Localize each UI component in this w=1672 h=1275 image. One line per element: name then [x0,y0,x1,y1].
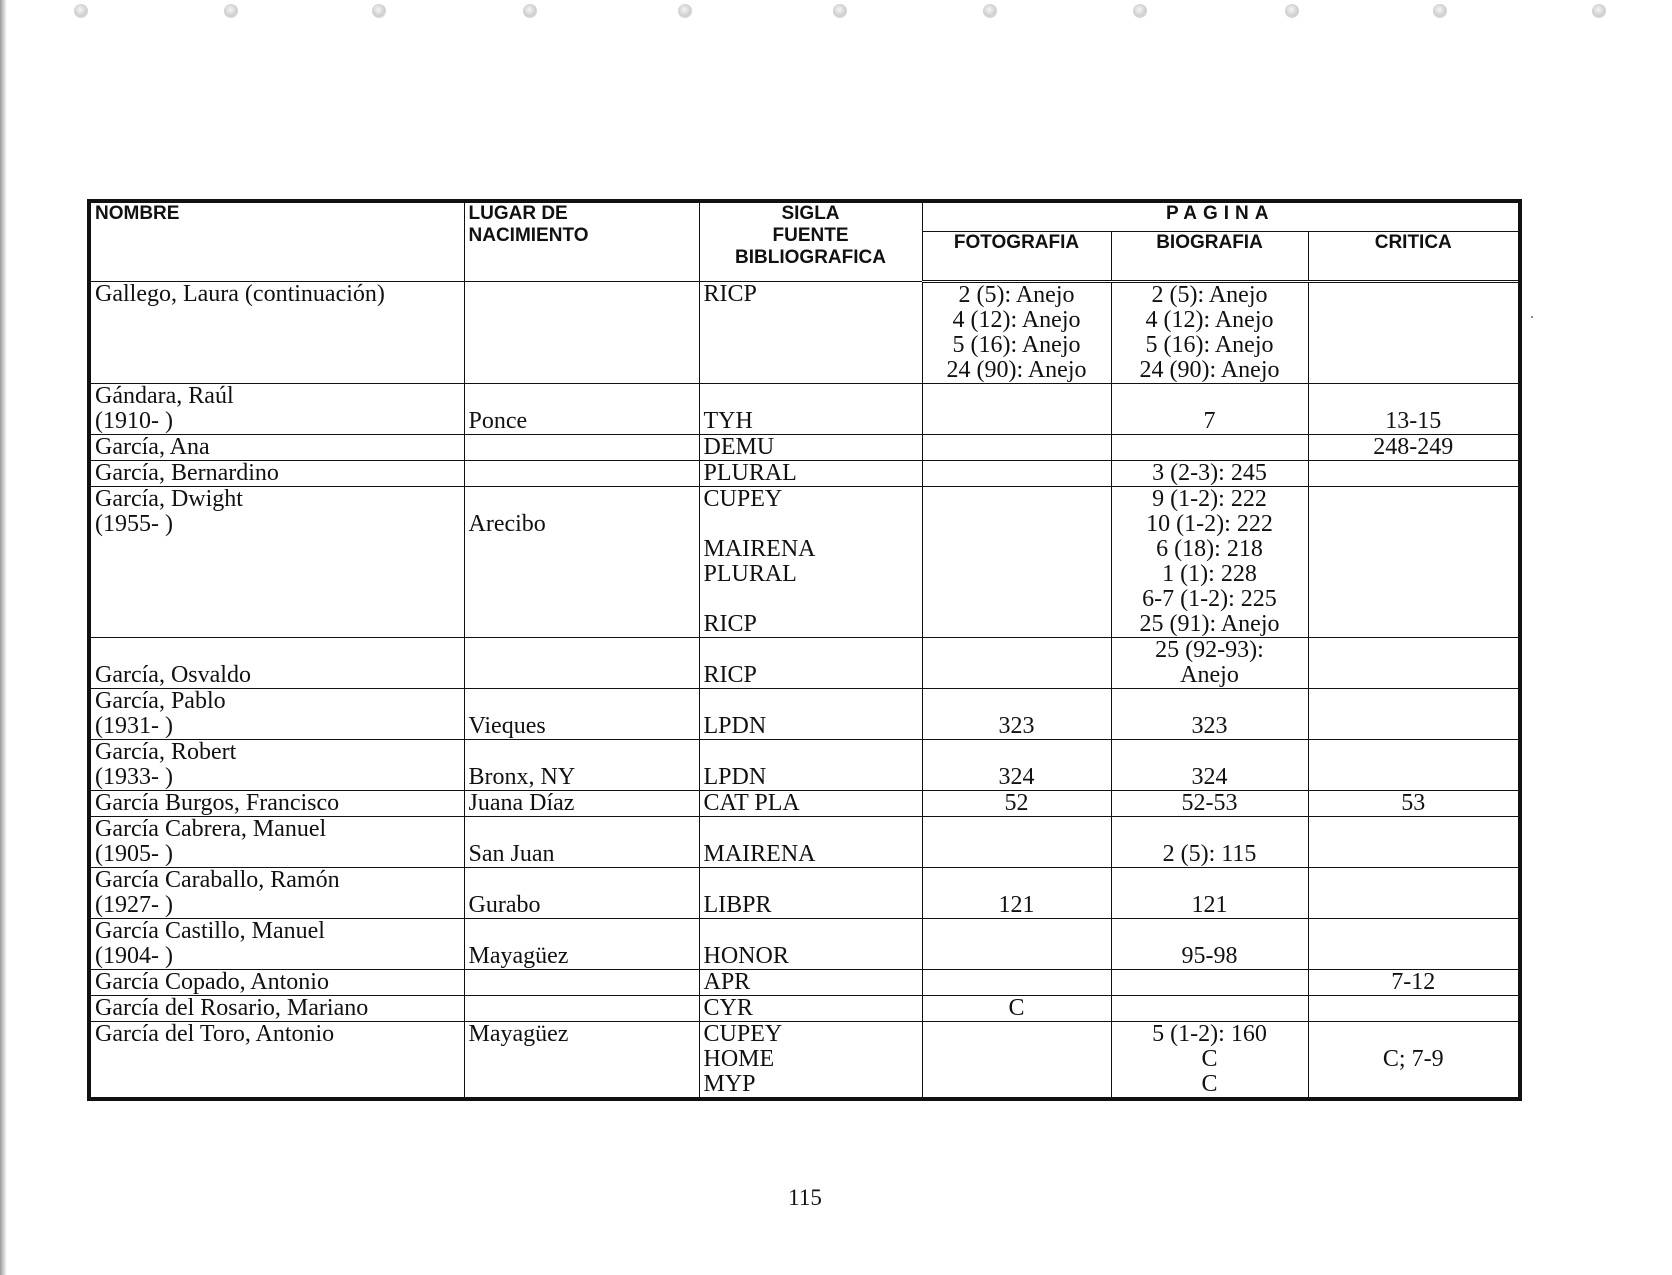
cell-sigla [699,791,922,817]
sigla-line [704,868,918,893]
cell-critica [1308,970,1520,996]
lugar-line: Mayagüez [468,943,569,969]
lugar-line: Vieques [468,713,546,739]
cell-nombre [89,282,464,384]
fotografia-line [927,868,1107,893]
sigla-line: LPDN [703,764,767,790]
cell-sigla [699,817,922,868]
fotografia-line [927,487,1107,512]
table-row [89,282,1520,384]
cell-critica [1308,689,1520,740]
cell-critica [1308,996,1520,1022]
lugar-line [469,868,695,893]
sigla-line: RICP [703,281,757,307]
cell-fotografia [922,996,1111,1022]
biografia-line [1116,435,1304,460]
cell-lugar [464,282,699,384]
critica-line: C; 7-9 [1382,1046,1444,1072]
table-row [89,689,1520,740]
biografia-line: 3 (2-3): 245 [1152,460,1267,486]
nombre-line: García, Dwight [95,486,243,512]
header-pagina-label: PAGINA [1166,203,1275,224]
sigla-line: RICP [703,662,757,688]
cell-sigla [699,435,922,461]
cell-nombre [89,791,464,817]
biografia-line: 10 (1-2): 222 [1146,511,1273,537]
binder-hole [983,4,997,18]
fotografia-line: 2 (5): Anejo [958,282,1075,308]
cell-critica [1308,461,1520,487]
cell-nombre [89,384,464,435]
lugar-line [469,461,695,486]
cell-biografia [1111,868,1308,919]
header-fotografia [922,232,1111,282]
biografia-line: 5 (1-2): 160 [1152,1021,1267,1047]
cell-nombre [89,487,464,638]
cell-nombre [89,461,464,487]
lugar-line: Bronx, NY [468,764,576,790]
biografia-line: C [1201,1071,1218,1097]
lugar-line: Arecibo [468,511,546,537]
biografia-line: 7 [1203,408,1216,434]
nombre-line: García, Ana [95,434,210,460]
header-pagina [922,201,1520,232]
sigla-line: MAIRENA [703,841,816,867]
critica-line [1313,689,1515,714]
sigla-line: LPDN [703,713,767,739]
cell-sigla [699,638,922,689]
lugar-line [469,996,695,1021]
critica-line [1313,817,1515,842]
cell-fotografia [922,919,1111,970]
lugar-line [469,970,695,995]
cell-critica [1308,384,1520,435]
header-biografia [1111,232,1308,282]
cell-lugar [464,868,699,919]
cell-sigla [699,919,922,970]
table-row [89,487,1520,638]
cell-lugar [464,461,699,487]
nombre-line: García Burgos, Francisco [95,790,340,816]
lugar-line [469,740,695,765]
sigla-line [704,384,918,409]
nombre-line: (1933- ) [95,764,173,790]
biografia-line: 25 (91): Anejo [1139,611,1280,637]
cell-lugar [464,689,699,740]
cell-critica [1308,435,1520,461]
cell-biografia [1111,384,1308,435]
nombre-line: (1905- ) [95,841,173,867]
sigla-line [704,817,918,842]
sigla-line: MYP [703,1071,756,1097]
nombre-line: García Castillo, Manuel [95,918,325,944]
binder-hole [1285,4,1299,18]
fotografia-line [927,740,1107,765]
biografia-line: C [1201,1046,1218,1072]
sigla-line: CYR [703,995,753,1021]
lugar-line [469,487,695,512]
sigla-line: CUPEY [703,486,783,512]
cell-lugar [464,919,699,970]
nombre-line [95,638,460,663]
binder-hole [224,4,238,18]
header-critica [1308,232,1520,282]
cell-critica [1308,487,1520,638]
biografia-line [1116,996,1304,1021]
header-biografia-label: BIOGRAFIA [1156,232,1263,253]
biografia-line: 9 (1-2): 222 [1152,486,1267,512]
cell-sigla [699,740,922,791]
cell-lugar [464,638,699,689]
cell-fotografia [922,970,1111,996]
lugar-line [469,919,695,944]
table-row [89,919,1520,970]
nombre-line: García Copado, Antonio [95,969,329,995]
table-row [89,435,1520,461]
nombre-line: García del Rosario, Mariano [95,995,369,1021]
cell-nombre [89,919,464,970]
page-number: 115 [788,1185,822,1210]
nombre-line: Gándara, Raúl [95,383,234,409]
biografia-line: Anejo [1180,662,1239,688]
sigla-line [704,740,918,765]
table-row [89,970,1520,996]
biografia-line [1116,689,1304,714]
header-sigla-line: BIBLIOGRAFICA [735,247,886,268]
table-row [89,461,1520,487]
cell-fotografia [922,868,1111,919]
biografia-line: 324 [1191,764,1228,790]
lugar-line: San Juan [468,841,555,867]
header-sigla-line: FUENTE [772,225,849,246]
biografia-line: 4 (12): Anejo [1145,307,1274,333]
cell-biografia [1111,461,1308,487]
fotografia-line [927,1022,1107,1047]
cell-fotografia [922,791,1111,817]
fotografia-line: C [1008,995,1025,1021]
nombre-line: (1910- ) [95,408,173,434]
bibliography-table [87,199,1522,1101]
critica-line [1313,996,1515,1021]
sigla-line: LIBPR [703,892,772,918]
cell-critica [1308,740,1520,791]
nombre-line: García, Bernardino [95,460,279,486]
sigla-line: APR [703,969,751,995]
cell-biografia [1111,740,1308,791]
cell-nombre [89,996,464,1022]
cell-biografia [1111,919,1308,970]
header-fotografia-label: FOTOGRAFIA [953,232,1080,253]
cell-nombre [89,868,464,919]
lugar-line [469,435,695,460]
table-row [89,384,1520,435]
cell-nombre [89,435,464,461]
cell-fotografia [922,689,1111,740]
header-lugar [464,201,699,282]
binder-hole [833,4,847,18]
biografia-line: 323 [1191,713,1228,739]
cell-biografia [1111,970,1308,996]
nombre-line: García Caraballo, Ramón [95,867,340,893]
critica-line [1313,384,1515,409]
sigla-line: CAT PLA [703,790,800,816]
cell-sigla [699,970,922,996]
lugar-line [469,638,695,663]
critica-line [1313,283,1515,308]
table-row [89,740,1520,791]
sigla-line [704,638,918,663]
cell-critica [1308,638,1520,689]
critica-line: 13-15 [1385,408,1442,434]
biografia-line: 6 (18): 218 [1156,536,1263,562]
table-row [89,1022,1520,1100]
biografia-line [1116,740,1304,765]
cell-fotografia [922,282,1111,384]
cell-biografia [1111,996,1308,1022]
table-row [89,817,1520,868]
header-nombre [89,201,464,282]
lugar-line: Juana Díaz [468,790,575,816]
fotografia-line: 324 [998,764,1035,790]
nombre-line: García, Osvaldo [95,662,251,688]
biografia-line: 2 (5): 115 [1162,841,1257,867]
fotografia-line: 52 [1004,790,1029,816]
cell-sigla [699,996,922,1022]
sigla-line: HONOR [703,943,789,969]
cell-fotografia [922,638,1111,689]
biografia-line [1116,817,1304,842]
nombre-line: García Cabrera, Manuel [95,816,327,842]
cell-sigla [699,689,922,740]
cell-nombre [89,970,464,996]
cell-lugar [464,996,699,1022]
biografia-line: 24 (90): Anejo [1139,357,1280,383]
cell-lugar [464,487,699,638]
cell-critica [1308,282,1520,384]
fotografia-line [927,461,1107,486]
binder-hole [678,4,692,18]
sigla-line [704,512,918,537]
critica-line [1313,919,1515,944]
cell-fotografia [922,1022,1111,1100]
lugar-line [469,282,695,307]
fotografia-line: 24 (90): Anejo [946,357,1087,383]
lugar-line: Gurabo [468,892,541,918]
lugar-line [469,817,695,842]
critica-line: 7-12 [1391,969,1436,995]
critica-line [1313,461,1515,486]
biografia-line: 1 (1): 228 [1162,561,1257,587]
header-critica-label: CRITICA [1374,232,1452,253]
fotografia-line [927,970,1107,995]
nombre-line: (1904- ) [95,943,173,969]
lugar-line [469,384,695,409]
table-body [89,282,1520,1100]
critica-line [1313,868,1515,893]
sigla-line: MAIRENA [703,536,816,562]
nombre-line: (1927- ) [95,892,173,918]
cell-biografia [1111,817,1308,868]
biografia-line: 52-53 [1181,790,1238,816]
biografia-line [1116,384,1304,409]
sigla-line: DEMU [703,434,775,460]
lugar-line: Ponce [468,408,528,434]
cell-critica [1308,919,1520,970]
header-lugar-line: NACIMIENTO [468,225,589,246]
biografia-line: 95-98 [1181,943,1238,969]
sigla-line [704,919,918,944]
sigla-line [704,587,918,612]
biografia-line: 6-7 (1-2): 225 [1142,586,1277,612]
binder-hole [1133,4,1147,18]
nombre-line: Gallego, Laura (continuación) [95,281,385,307]
cell-biografia [1111,1022,1308,1100]
cell-critica [1308,1022,1520,1100]
sigla-line [704,689,918,714]
cell-nombre [89,740,464,791]
cell-fotografia [922,817,1111,868]
cell-lugar [464,384,699,435]
sigla-line: RICP [703,611,757,637]
critica-line [1313,487,1515,512]
cell-fotografia [922,435,1111,461]
cell-biografia [1111,689,1308,740]
cell-lugar [464,817,699,868]
fotografia-line [927,817,1107,842]
fotografia-line [927,919,1107,944]
header-nombre-label: NOMBRE [95,203,180,224]
cell-sigla [699,868,922,919]
cell-fotografia [922,461,1111,487]
fotografia-line: 121 [998,892,1035,918]
sigla-line: TYH [703,408,753,434]
nombre-line: García, Pablo [95,688,226,714]
cell-lugar [464,791,699,817]
scan-speck [1531,316,1533,318]
cell-sigla [699,487,922,638]
cell-nombre [89,817,464,868]
binder-holes [0,0,1672,30]
sigla-line: PLURAL [703,561,797,587]
table-row [89,868,1520,919]
fotografia-line [927,689,1107,714]
cell-fotografia [922,740,1111,791]
table-row [89,996,1520,1022]
nombre-line: (1955- ) [95,511,173,537]
fotografia-line [927,435,1107,460]
fotografia-line: 4 (12): Anejo [952,307,1081,333]
nombre-line: García del Toro, Antonio [95,1021,335,1047]
critica-line [1313,1022,1515,1047]
cell-critica [1308,791,1520,817]
table-row [89,638,1520,689]
cell-sigla [699,1022,922,1100]
sigla-line: CUPEY [703,1021,783,1047]
cell-critica [1308,817,1520,868]
table-row [89,791,1520,817]
sigla-line: PLURAL [703,460,797,486]
biografia-line [1116,919,1304,944]
cell-lugar [464,970,699,996]
cell-nombre [89,1022,464,1100]
biografia-line [1116,868,1304,893]
cell-biografia [1111,282,1308,384]
biografia-line: 2 (5): Anejo [1151,282,1268,308]
lugar-line [469,689,695,714]
fotografia-line [927,384,1107,409]
cell-nombre [89,689,464,740]
cell-biografia [1111,791,1308,817]
cell-biografia [1111,487,1308,638]
biografia-line: 5 (16): Anejo [1145,332,1274,358]
nombre-line: (1931- ) [95,713,173,739]
header-lugar-line: LUGAR DE [468,203,568,224]
cell-sigla [699,384,922,435]
binder-hole [1433,4,1447,18]
critica-line [1313,740,1515,765]
fotografia-line [927,638,1107,663]
critica-line [1313,638,1515,663]
binder-hole [1592,4,1606,18]
fotografia-line: 5 (16): Anejo [952,332,1081,358]
cell-lugar [464,740,699,791]
cell-fotografia [922,384,1111,435]
fotografia-line: 323 [998,713,1035,739]
binder-hole [523,4,537,18]
scan-left-edge [0,0,7,1275]
cell-critica [1308,868,1520,919]
cell-lugar [464,435,699,461]
lugar-line: Mayagüez [468,1021,569,1047]
biografia-line: 121 [1191,892,1228,918]
binder-hole [74,4,88,18]
critica-line: 53 [1401,790,1426,816]
biografia-line [1116,970,1304,995]
cell-fotografia [922,487,1111,638]
cell-biografia [1111,435,1308,461]
cell-biografia [1111,638,1308,689]
header-sigla-line: SIGLA [781,203,840,224]
cell-sigla [699,282,922,384]
nombre-line: García, Robert [95,739,237,765]
binder-hole [372,4,386,18]
cell-sigla [699,461,922,487]
cell-nombre [89,638,464,689]
biografia-line: 25 (92-93): [1155,637,1264,663]
cell-lugar [464,1022,699,1100]
header-sigla [699,201,922,282]
critica-line: 248-249 [1373,434,1454,460]
sigla-line: HOME [703,1046,775,1072]
